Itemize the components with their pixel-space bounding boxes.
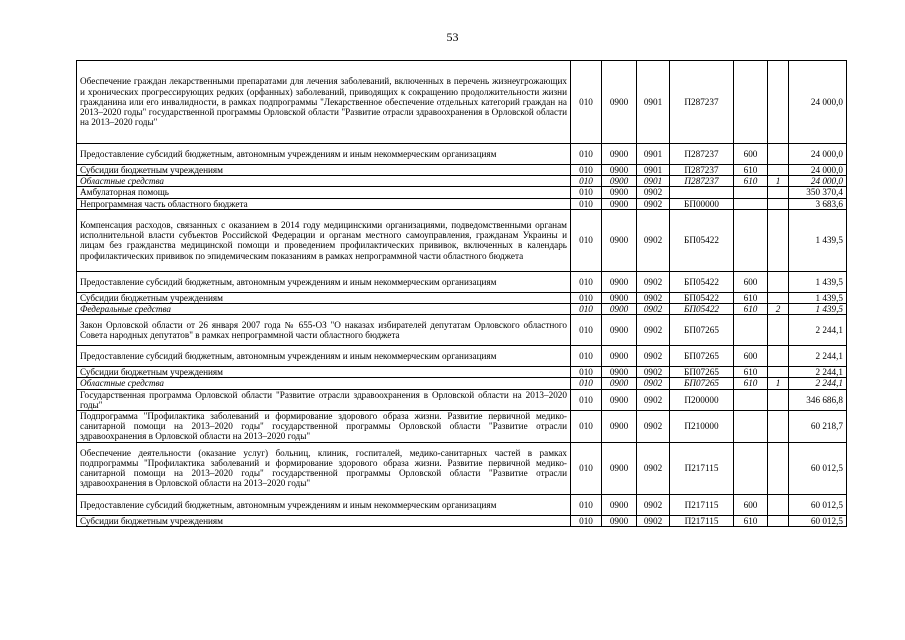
row-admin-code: 010 <box>571 389 602 410</box>
row-amount: 1 439,5 <box>789 271 847 292</box>
row-target-code: П287237 <box>670 144 734 165</box>
row-section-code: 0900 <box>602 515 637 526</box>
row-target-code: БП05422 <box>670 209 734 271</box>
row-name: Федеральные средства <box>77 304 571 315</box>
row-target-code: П217115 <box>670 515 734 526</box>
row-section-code: 0900 <box>602 346 637 367</box>
row-name: Предоставление субсидий бюджетным, автономным учреждениям и иным некоммерческим организациям <box>77 494 571 515</box>
row-target-code: БП00000 <box>670 198 734 209</box>
row-amount: 60 012,5 <box>789 494 847 515</box>
row-amount: 350 370,4 <box>789 187 847 198</box>
row-name: Областные средства <box>77 176 571 187</box>
row-name: Областные средства <box>77 378 571 389</box>
row-subsection-code: 0901 <box>637 144 670 165</box>
row-subsection-code: 0901 <box>637 176 670 187</box>
row-funding-source <box>768 61 789 144</box>
table-row <box>77 187 847 198</box>
row-amount: 24 000,0 <box>789 61 847 144</box>
row-subsection-code: 0902 <box>637 271 670 292</box>
row-section-code: 0900 <box>602 187 637 198</box>
row-target-code: П287237 <box>670 176 734 187</box>
row-admin-code: 010 <box>571 144 602 165</box>
row-subsection-code: 0902 <box>637 346 670 367</box>
row-funding-source <box>768 346 789 367</box>
row-section-code: 0900 <box>602 176 637 187</box>
row-name: Обеспечение граждан лекарственными препаратами для лечения заболеваний, включенных в перечень жизнеугрожающих и хронических прогрессирующих редких (орфанных) заболеваний, приводящих к сокращению продолжительности жизни гражданина или его инвалидности, в рамках подпрограммы "Лекарственное обеспечение отдельных категорий граждан на 2013–2020 годы" государственной программы Орловской области "Развитие отрасли здравоохранения в Орловской области на 2013–2020 годы" <box>77 61 571 144</box>
table-row <box>77 389 847 410</box>
row-name: Субсидии бюджетным учреждениям <box>77 367 571 378</box>
table-row <box>77 367 847 378</box>
row-expense-type: 610 <box>734 304 768 315</box>
row-target-code: П210000 <box>670 411 734 443</box>
row-funding-source <box>768 411 789 443</box>
row-target-code: БП07265 <box>670 346 734 367</box>
row-target-code: БП07265 <box>670 378 734 389</box>
table-row <box>77 144 847 165</box>
row-funding-source <box>768 494 789 515</box>
table-row <box>77 209 847 271</box>
row-expense-type <box>734 389 768 410</box>
row-section-code: 0900 <box>602 411 637 443</box>
row-expense-type: 610 <box>734 176 768 187</box>
row-subsection-code: 0902 <box>637 209 670 271</box>
row-name: Субсидии бюджетным учреждениям <box>77 165 571 176</box>
row-name: Непрограммная часть областного бюджета <box>77 198 571 209</box>
row-admin-code: 010 <box>571 292 602 303</box>
row-funding-source <box>768 198 789 209</box>
row-admin-code: 010 <box>571 494 602 515</box>
row-name: Субсидии бюджетным учреждениям <box>77 292 571 303</box>
row-expense-type: 610 <box>734 165 768 176</box>
row-expense-type <box>734 198 768 209</box>
row-admin-code: 010 <box>571 442 602 494</box>
table-row <box>77 165 847 176</box>
table-row <box>77 315 847 346</box>
row-subsection-code: 0901 <box>637 165 670 176</box>
row-name: Амбулаторная помощь <box>77 187 571 198</box>
row-amount: 60 012,5 <box>789 515 847 526</box>
row-section-code: 0900 <box>602 367 637 378</box>
row-subsection-code: 0902 <box>637 411 670 443</box>
row-amount: 1 439,5 <box>789 209 847 271</box>
row-admin-code: 010 <box>571 176 602 187</box>
row-funding-source: 1 <box>768 176 789 187</box>
row-subsection-code: 0902 <box>637 515 670 526</box>
page-number: 53 <box>446 30 459 44</box>
row-section-code: 0900 <box>602 315 637 346</box>
row-admin-code: 010 <box>571 187 602 198</box>
row-funding-source <box>768 315 789 346</box>
row-target-code: БП05422 <box>670 292 734 303</box>
row-admin-code: 010 <box>571 304 602 315</box>
row-target-code: БП05422 <box>670 304 734 315</box>
row-admin-code: 010 <box>571 346 602 367</box>
row-admin-code: 010 <box>571 165 602 176</box>
row-subsection-code: 0902 <box>637 304 670 315</box>
row-name: Подпрограмма "Профилактика заболеваний и формирование здорового образа жизни. Развитие первичной медико-санитарной помощи на 2013–2020 годы" государственной программы Орловской области "Развитие отрасли здравоохранения в Орловской области на 2013–2020 годы" <box>77 411 571 443</box>
row-target-code <box>670 187 734 198</box>
row-section-code: 0900 <box>602 442 637 494</box>
row-expense-type: 600 <box>734 271 768 292</box>
table-row <box>77 198 847 209</box>
row-funding-source <box>768 367 789 378</box>
row-subsection-code: 0902 <box>637 315 670 346</box>
row-funding-source <box>768 209 789 271</box>
row-name: Обеспечение деятельности (оказание услуг) больниц, клиник, госпиталей, медико-санитарных частей в рамках подпрограммы "Профилактика заболеваний и формирование здорового образа жизни. Развитие первичной медико-санитарной помощи на 2013–2020 годы" государственной программы Орловской области "Развитие отрасли здравоохранения в Орловской области на 2013–2020 годы" <box>77 442 571 494</box>
row-name: Закон Орловской области от 26 января 2007 года № 655-ОЗ "О наказах избирателей депутатам Орловского областного Совета народных депутатов" в рамках непрограммной части областного бюджета <box>77 315 571 346</box>
row-expense-type: 600 <box>734 494 768 515</box>
table-row <box>77 442 847 494</box>
row-amount: 2 244,1 <box>789 378 847 389</box>
row-section-code: 0900 <box>602 144 637 165</box>
row-amount: 2 244,1 <box>789 315 847 346</box>
row-admin-code: 010 <box>571 61 602 144</box>
row-name: Компенсация расходов, связанных с оказанием в 2014 году медицинскими организациями, подведомственными органам исполнительной власти субъектов Российской Федерации и органам местного самоуправления, гражданам Украины и лицам без гражданства медицинской помощи и проведением профилактических прививок, включенных в календарь профилактических прививок по эпидемическим показаниям в рамках непрограммной части областного бюджета <box>77 209 571 271</box>
row-funding-source <box>768 389 789 410</box>
row-amount: 60 218,7 <box>789 411 847 443</box>
row-amount: 3 683,6 <box>789 198 847 209</box>
row-target-code: П200000 <box>670 389 734 410</box>
row-expense-type <box>734 442 768 494</box>
row-amount: 24 000,0 <box>789 144 847 165</box>
row-subsection-code: 0902 <box>637 442 670 494</box>
row-admin-code: 010 <box>571 378 602 389</box>
row-subsection-code: 0902 <box>637 292 670 303</box>
table-row <box>77 378 847 389</box>
table-row <box>77 346 847 367</box>
table-row <box>77 494 847 515</box>
row-admin-code: 010 <box>571 198 602 209</box>
row-target-code: П287237 <box>670 61 734 144</box>
row-funding-source <box>768 292 789 303</box>
row-subsection-code: 0902 <box>637 494 670 515</box>
row-name: Государственная программа Орловской области "Развитие отрасли здравоохранения в Орловской области на 2013–2020 годы" <box>77 389 571 410</box>
row-admin-code: 010 <box>571 367 602 378</box>
row-amount: 1 439,5 <box>789 292 847 303</box>
row-subsection-code: 0901 <box>637 61 670 144</box>
row-subsection-code: 0902 <box>637 378 670 389</box>
row-expense-type: 610 <box>734 378 768 389</box>
row-name: Предоставление субсидий бюджетным, автономным учреждениям и иным некоммерческим организациям <box>77 346 571 367</box>
row-target-code: П287237 <box>670 165 734 176</box>
table-row <box>77 61 847 144</box>
row-expense-type: 600 <box>734 346 768 367</box>
row-admin-code: 010 <box>571 411 602 443</box>
budget-table <box>76 60 847 527</box>
row-name: Предоставление субсидий бюджетным, автономным учреждениям и иным некоммерческим организациям <box>77 144 571 165</box>
row-admin-code: 010 <box>571 209 602 271</box>
row-funding-source: 1 <box>768 378 789 389</box>
row-funding-source <box>768 187 789 198</box>
row-amount: 60 012,5 <box>789 442 847 494</box>
row-amount: 2 244,1 <box>789 346 847 367</box>
row-funding-source: 2 <box>768 304 789 315</box>
row-subsection-code: 0902 <box>637 367 670 378</box>
row-section-code: 0900 <box>602 198 637 209</box>
row-name: Субсидии бюджетным учреждениям <box>77 515 571 526</box>
row-amount: 2 244,1 <box>789 367 847 378</box>
row-section-code: 0900 <box>602 494 637 515</box>
row-section-code: 0900 <box>602 292 637 303</box>
row-expense-type <box>734 315 768 346</box>
row-expense-type: 600 <box>734 144 768 165</box>
table-row <box>77 292 847 303</box>
row-funding-source <box>768 271 789 292</box>
row-expense-type <box>734 187 768 198</box>
row-expense-type <box>734 209 768 271</box>
row-funding-source <box>768 442 789 494</box>
table-row <box>77 271 847 292</box>
row-target-code: П217115 <box>670 442 734 494</box>
row-funding-source <box>768 515 789 526</box>
row-name: Предоставление субсидий бюджетным, автономным учреждениям и иным некоммерческим организациям <box>77 271 571 292</box>
row-admin-code: 010 <box>571 315 602 346</box>
row-section-code: 0900 <box>602 378 637 389</box>
row-expense-type <box>734 411 768 443</box>
row-expense-type: 610 <box>734 292 768 303</box>
table-row <box>77 515 847 526</box>
row-admin-code: 010 <box>571 271 602 292</box>
row-subsection-code: 0902 <box>637 389 670 410</box>
table-row <box>77 176 847 187</box>
row-amount: 1 439,5 <box>789 304 847 315</box>
row-expense-type: 610 <box>734 515 768 526</box>
row-amount: 24 000,0 <box>789 165 847 176</box>
row-amount: 24 000,0 <box>789 176 847 187</box>
row-section-code: 0900 <box>602 209 637 271</box>
row-expense-type <box>734 61 768 144</box>
row-section-code: 0900 <box>602 304 637 315</box>
row-expense-type: 610 <box>734 367 768 378</box>
row-subsection-code: 0902 <box>637 198 670 209</box>
row-section-code: 0900 <box>602 389 637 410</box>
row-target-code: БП07265 <box>670 315 734 346</box>
row-amount: 346 686,8 <box>789 389 847 410</box>
row-admin-code: 010 <box>571 515 602 526</box>
row-target-code: БП05422 <box>670 271 734 292</box>
row-funding-source <box>768 144 789 165</box>
row-subsection-code: 0902 <box>637 187 670 198</box>
row-target-code: П217115 <box>670 494 734 515</box>
row-funding-source <box>768 165 789 176</box>
row-section-code: 0900 <box>602 271 637 292</box>
table-row <box>77 411 847 443</box>
row-section-code: 0900 <box>602 61 637 144</box>
row-target-code: БП07265 <box>670 367 734 378</box>
row-section-code: 0900 <box>602 165 637 176</box>
table-row <box>77 304 847 315</box>
